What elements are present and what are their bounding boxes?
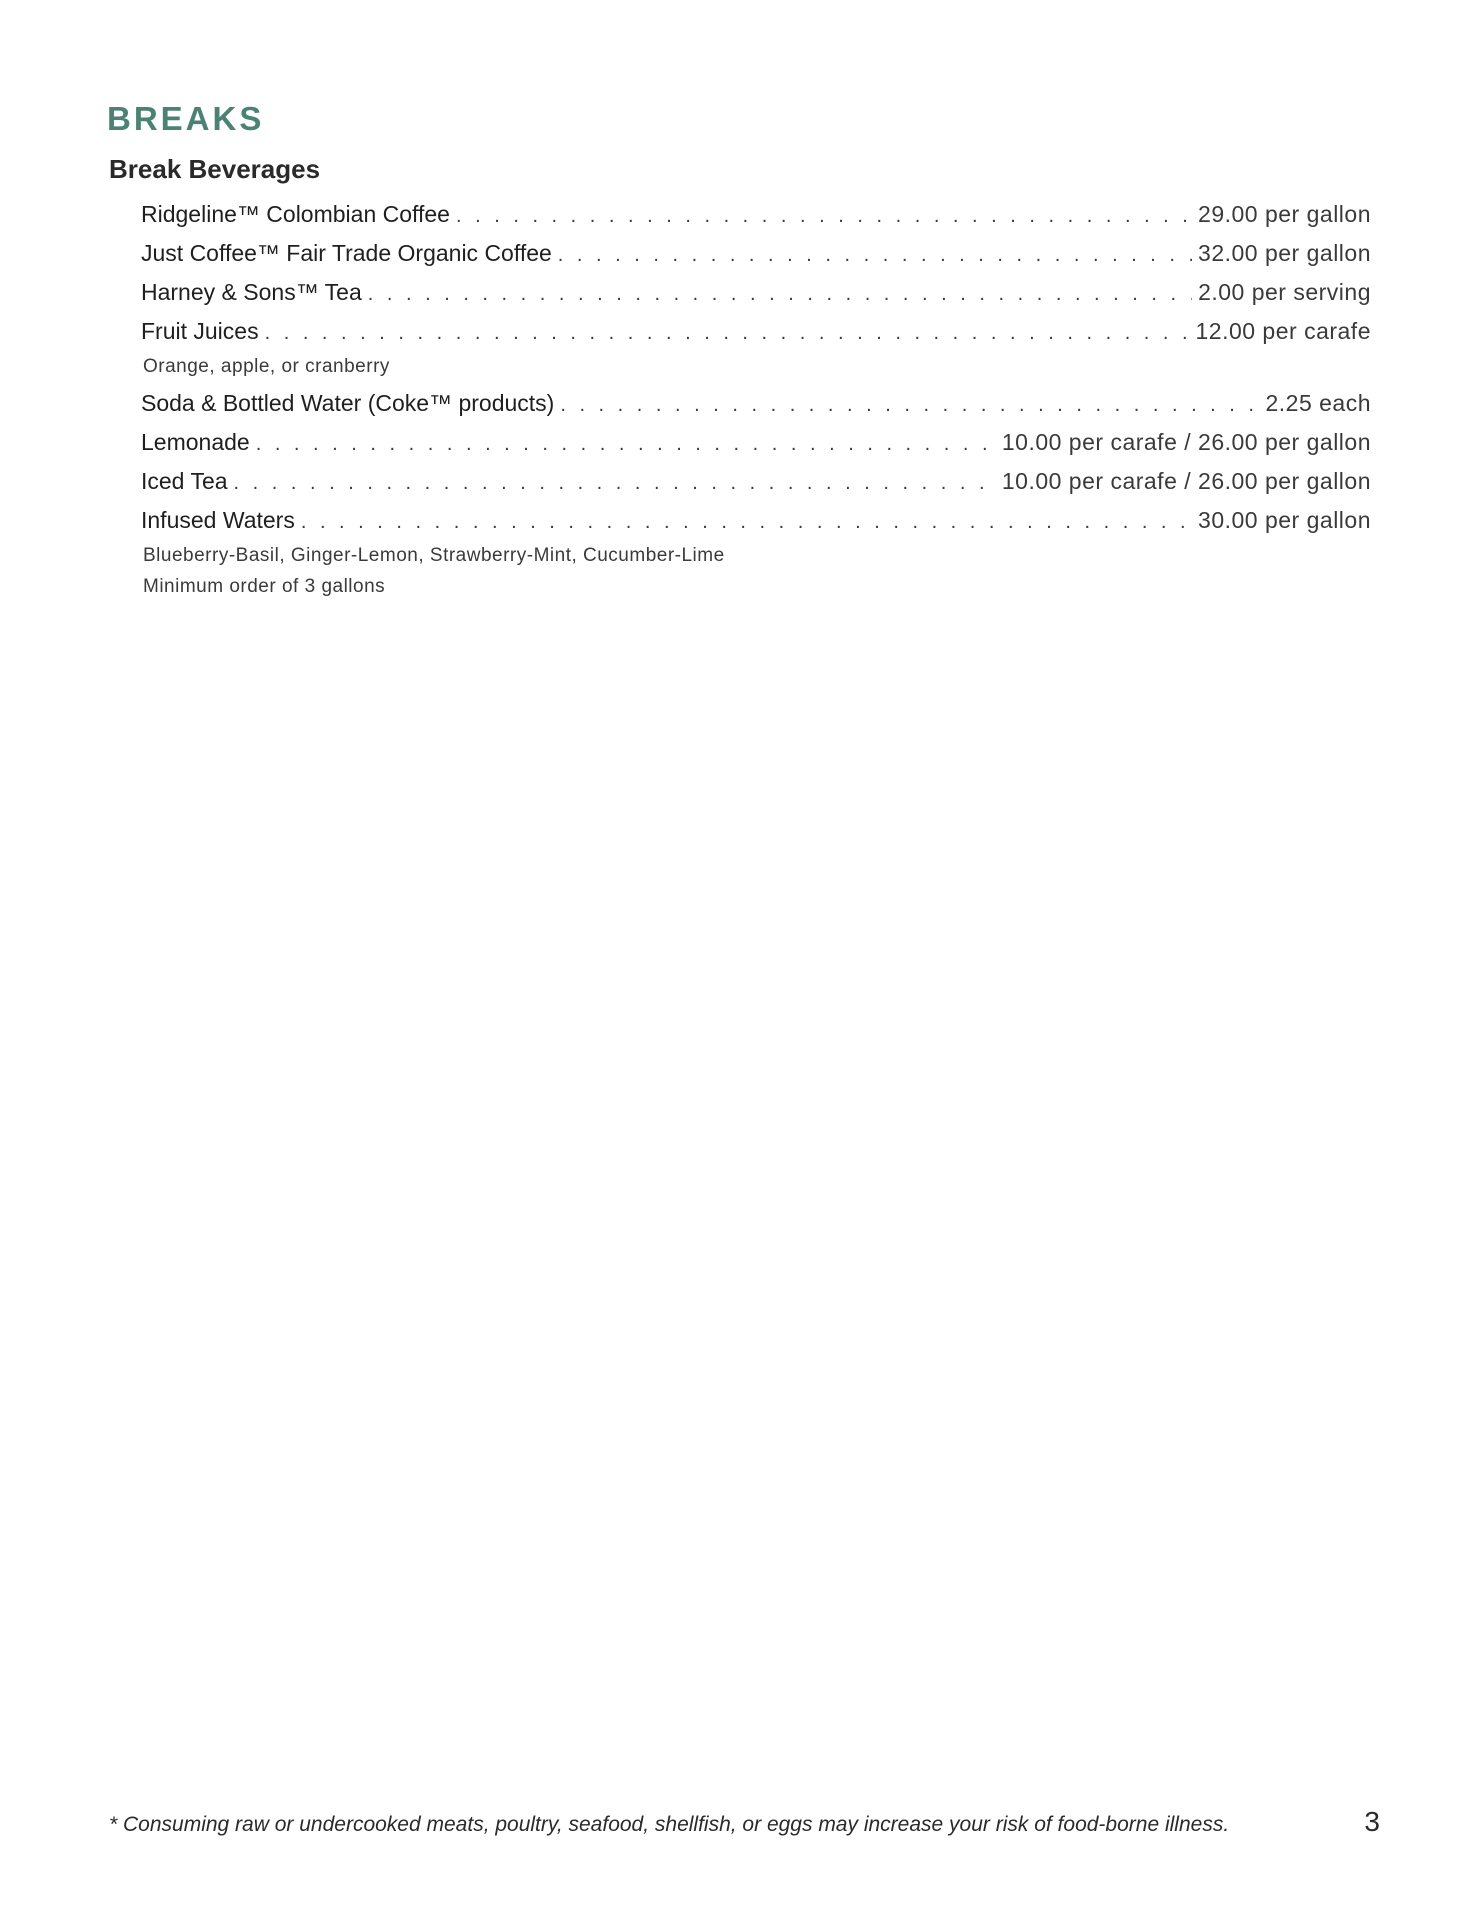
dot-leader [265,314,1190,353]
menu-item-note: Blueberry-Basil, Ginger-Lemon, Strawberry-Mint, Cucumber-Lime [143,545,725,566]
dot-leader [368,275,1192,314]
menu-item-price: 32.00 per gallon [1198,240,1371,266]
menu-item-lemonade [141,423,1371,462]
dot-leader [558,236,1192,275]
menu-item-row [141,423,1371,462]
menu-item-infused-waters [141,501,1371,602]
dot-leader [560,386,1259,425]
menu-item-price: 2.25 each [1265,390,1371,416]
menu-item-name: Soda & Bottled Water (Coke™ products) [141,390,555,416]
menu-item-soda-water [141,384,1371,423]
menu-item-row [141,462,1371,501]
dot-leader [456,197,1192,236]
menu-item-price: 30.00 per gallon [1198,507,1371,533]
menu-item-price: 12.00 per carafe [1195,318,1371,344]
menu-item-price: 29.00 per gallon [1198,201,1371,227]
menu-item-name: Fruit Juices [141,318,259,344]
section-title: BREAKS [107,100,265,137]
menu-item-organic-coffee [141,234,1371,273]
food-safety-disclaimer: * Consuming raw or undercooked meats, poultry, seafood, shellfish, or eggs may increase your risk of food-borne illness. [109,1813,1230,1836]
menu-item-price: 10.00 per carafe / 26.00 per gallon [1001,468,1371,494]
menu-item-minimum-note: Minimum order of 3 gallons [143,576,386,597]
menu-item-row [141,312,1371,351]
menu-item-price: 2.00 per serving [1198,279,1371,305]
dot-leader [301,503,1192,542]
menu-item-name: Iced Tea [141,468,228,494]
menu-item-name: Harney & Sons™ Tea [141,279,362,305]
subsection-title: Break Beverages [109,154,321,184]
menu-item-iced-tea [141,462,1371,501]
menu-item-name: Lemonade [141,429,250,455]
menu-item-tea [141,273,1371,312]
menu-item-row [141,273,1371,312]
page-number: 3 [1364,1806,1380,1837]
menu-item-name: Just Coffee™ Fair Trade Organic Coffee [141,240,552,266]
menu-item-fruit-juices [141,312,1371,382]
menu-item-colombian-coffee [141,195,1371,234]
menu-item-row [141,195,1371,234]
menu-item-row [141,501,1371,540]
menu-item-row [141,384,1371,423]
menu-item-name: Ridgeline™ Colombian Coffee [141,201,450,227]
menu-item-price: 10.00 per carafe / 26.00 per gallon [1001,429,1371,455]
beverage-menu-list [141,195,1371,602]
dot-leader [234,464,996,503]
menu-item-row [141,234,1371,273]
dot-leader [256,425,996,464]
menu-item-name: Infused Waters [141,507,295,533]
menu-item-note: Orange, apple, or cranberry [143,356,390,377]
